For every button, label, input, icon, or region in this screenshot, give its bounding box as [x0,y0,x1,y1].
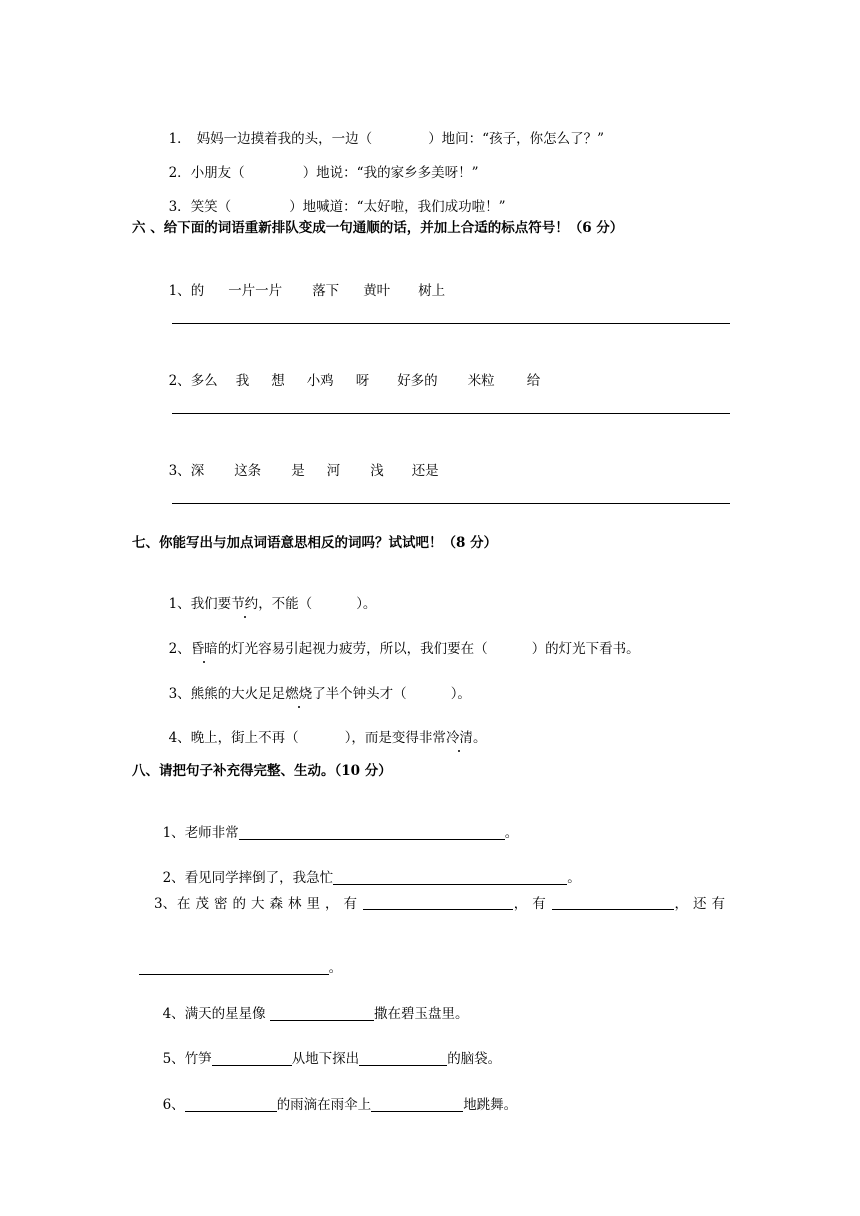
s6-answer-line-3[interactable] [172,503,730,504]
s6-word: 的 [190,283,205,299]
s6-item-3 [160,444,439,480]
s6-word: 树上 [418,283,446,299]
s8-item-4-num: 4、 [162,1006,185,1022]
s6-word: 是 [291,463,305,479]
s5-item-1-post: ）地问：“孩子，你怎么了？” [428,131,604,147]
s7-item-3-num: 3、 [168,686,191,702]
s7-item-3-text-b: 了半个钟头才（ [312,686,407,702]
s6-word: 黄叶 [363,283,391,299]
s8-item-2-num: 2、 [162,870,185,886]
s8-item-5 [154,1032,501,1068]
s8-item-5-blank-2[interactable] [359,1051,447,1066]
s8-item-1 [154,806,518,842]
s8-item-5-text-b: 从地下探出 [291,1051,360,1067]
s8-item-4-text-a: 满天的星星像 [184,1006,270,1022]
s7-item-3-text-a: 熊熊的大火足足 [190,686,286,702]
s8-item-5-blank-1[interactable] [212,1051,292,1066]
s8-item-2-text-b: 。 [567,870,581,886]
s6-word: 河 [326,463,341,479]
s6-word: 一片一片 [228,283,283,299]
s6-item-1 [160,264,445,300]
s5-item-1-num: 1． [168,131,191,147]
s8-item-6-text-c: 地跳舞。 [463,1097,518,1113]
s6-word: 落下 [312,283,340,299]
section-7-heading: 七、你能写出与加点词语意思相反的词吗？试试吧！（8 分） [132,535,498,551]
s5-item-1-pre: 妈妈一边摸着我的头，一边（ [196,131,373,147]
s6-answer-line-1[interactable] [172,323,730,324]
s7-item-4-text-a: 晚上，街上不再（ [190,730,299,746]
s6-word: 好多的 [397,373,438,389]
s7-item-4 [160,711,486,747]
s7-item-3-text-c: ）。 [450,686,471,702]
s5-item-3 [160,180,506,216]
s7-item-1-num: 1、 [168,596,191,612]
s7-item-4-dotted-word: 冷清 [445,730,473,746]
s6-word: 深 [190,463,205,479]
s8-item-5-num: 5、 [162,1051,185,1067]
s6-word: 还是 [411,463,439,479]
s6-word: 呀 [355,373,370,389]
s7-item-4-text-c: 。 [472,730,487,746]
s6-word: 小鸡 [306,373,334,389]
s5-item-3-num: 3． [168,199,191,215]
s8-item-3-continued [130,941,342,977]
s6-word: 这条 [234,463,262,479]
s8-item-5-text-c: 的脑袋。 [447,1051,502,1067]
s8-item-3-text-d: 。 [328,960,343,976]
s7-item-1-text-c: ）。 [356,596,377,612]
s7-item-4-text-b: ），而是变得非常 [344,730,446,746]
s8-item-6-blank-1[interactable] [185,1097,277,1112]
s6-item-2-num: 2、 [168,373,191,389]
s5-item-2 [160,146,479,182]
s7-item-1 [160,577,376,613]
s6-word: 米粒 [467,373,495,389]
s7-item-1-dotted-word: 节约 [231,596,259,612]
s8-item-3-blank-2[interactable] [552,895,674,910]
s5-item-3-post: ）地喊道：“太好啦，我们成功啦！” [289,199,506,215]
s8-item-5-text-a: 竹笋 [184,1051,212,1067]
s7-item-2-text-b: ）的灯光下看书。 [531,641,640,657]
s5-item-2-pre: 小朋友（ [190,165,245,181]
s8-item-4-blank[interactable] [270,1006,374,1021]
s6-word: 我 [235,373,250,389]
s6-item-3-num: 3、 [168,463,191,479]
s8-item-1-blank[interactable] [239,825,505,840]
s6-word: 想 [271,373,285,389]
s6-item-1-num: 1、 [168,283,191,299]
s7-item-2 [160,622,640,658]
s6-word: 多么 [190,373,218,389]
s8-item-6-blank-2[interactable] [371,1097,463,1112]
section-6-heading: 六 、给下面的词语重新排队变成一句通顺的话，并加上合适的标点符号！（6 分） [132,220,624,236]
s8-item-6-num: 6、 [162,1097,185,1113]
s6-word: 浅 [370,463,384,479]
s8-item-4 [154,987,468,1023]
s7-item-1-text-a: 我们要 [190,596,232,612]
s8-item-1-text-a: 老师非常 [184,825,239,841]
s5-item-2-num: 2． [168,165,191,181]
s7-item-2-num: 2、 [168,641,191,657]
s7-item-2-dotted-word: 昏暗 [190,641,218,657]
s8-item-3-blank-1[interactable] [363,895,513,910]
s8-item-3-num: 3、 [154,896,177,912]
s8-item-2 [154,851,581,887]
s5-item-1 [160,112,604,148]
s8-item-3-text-a: 在茂密的大森林里，有 [176,896,362,912]
s8-item-1-num: 1、 [162,825,185,841]
s7-item-4-num: 4、 [168,730,191,746]
s7-item-2-text-a: 的灯光容易引起视力疲劳，所以，我们要在（ [217,641,488,657]
s8-item-4-text-b: 撒在碧玉盘里。 [373,1006,469,1022]
s7-item-3 [160,667,471,703]
s8-item-2-text-a: 看见同学摔倒了，我急忙 [184,870,334,886]
s8-item-6 [154,1078,517,1114]
s8-item-1-text-b: 。 [504,825,519,841]
s6-word: 给 [526,373,541,389]
s8-item-3 [154,895,730,913]
s6-answer-line-2[interactable] [172,413,730,414]
s5-item-3-pre: 笑笑（ [190,199,232,215]
s6-item-2 [160,354,540,390]
s8-item-3-text-b: ，有 [513,896,551,912]
s5-item-2-post: ）地说：“我的家乡多美呀！” [302,165,479,181]
s8-item-3-text-c: ，还有 [674,896,730,912]
s7-item-3-dotted-word: 燃烧 [285,686,313,702]
s8-item-6-text-b: 的雨滴在雨伞上 [276,1097,372,1113]
section-8-heading: 八、请把句子补充得完整、生动。（10 分） [132,763,392,779]
s8-item-3-blank-3[interactable] [139,960,329,975]
s7-item-1-text-b: ，不能（ [258,596,313,612]
s8-item-2-blank[interactable] [333,870,567,885]
